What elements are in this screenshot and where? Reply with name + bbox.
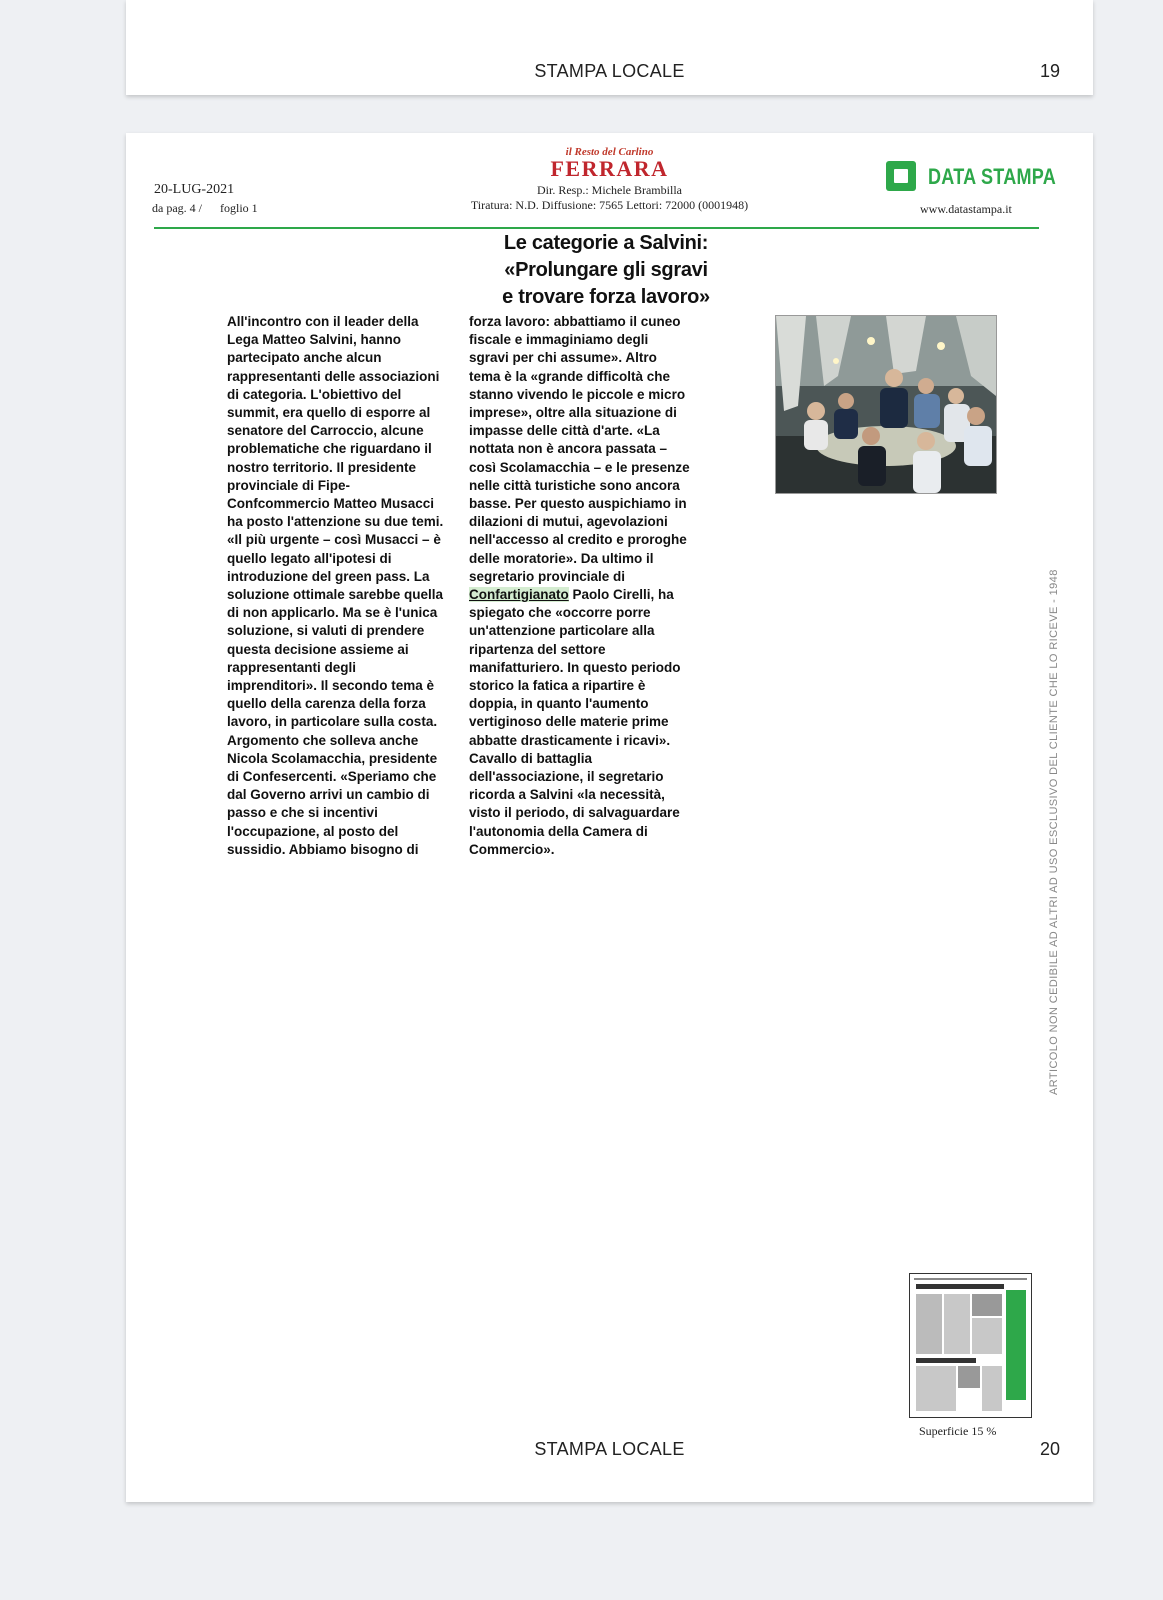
surface-label: Superficie 15 %	[919, 1424, 997, 1438]
section-label-top: STAMPA LOCALE	[534, 61, 685, 81]
highlighted-keyword[interactable]: Confartigianato	[469, 587, 569, 603]
headline-line-1: Le categorie a Salvini:	[503, 232, 709, 254]
header-divider	[154, 227, 1039, 229]
publication-date: 20-LUG-2021	[154, 182, 235, 197]
page-thumbnail[interactable]	[909, 1273, 1032, 1418]
pag-label: da pag. 4 /	[152, 201, 202, 215]
brand-url[interactable]: www.datastampa.it	[920, 202, 1012, 216]
brand-name: DATA STAMPA	[928, 164, 1056, 189]
copyright-notice: ARTICOLO NON CEDIBILE AD ALTRI AD USO ESCLUSIVO DEL CLIENTE CHE LO RICEVE - 1948	[1048, 569, 1060, 1095]
lead-in: All'incontro	[227, 314, 302, 329]
column-1-text: con il leader della Lega Matteo Salvini, hanno partecipato anche alcun rappresentanti delle associazioni di categoria. L'obiettivo del summit, era quello di esporre al senatore del Carroccio, alcune problematiche che riguardano il nostro territorio. Il presidente provinciale di Fipe-Confcommercio Matteo Musacci ha posto l'attenzione su due temi. «Il più urgente – così Musacci – è quello legato all'ipotesi di introduzione del green pass. La soluzione ottimale sarebbe quella di non applicarlo. Ma se è l'unica soluzione, si valuti di prendere questa decisione assieme ai rappresentanti degli imprenditori». Il secondo tema è quello della carenza della forza lavoro, in particolare sulla costa. Argomento che solleva anche Nicola Scolamacchia, presidente di Confesercenti. «Speriamo che dal Governo arrivi un cambio di passo e che si incentivi l'occupazione, al posto del sussidio. Abbiamo bisogno di	[227, 314, 444, 857]
tiratura-line: Tiratura: N.D. Diffusione: 7565 Lettori: 72000 (0001948)	[470, 198, 749, 212]
page-ref	[152, 201, 276, 216]
article-column-2	[469, 313, 691, 859]
article-photo	[775, 315, 997, 494]
headline-line-2: «Prolungare gli sgravi	[504, 259, 708, 281]
director-line: Dir. Resp.: Michele Brambilla	[537, 183, 682, 197]
datastampa-square-icon	[886, 161, 916, 191]
article-column-1	[227, 313, 449, 859]
page-number-bottom: 20	[1039, 1439, 1060, 1459]
masthead-title: FERRARA	[550, 156, 669, 181]
thumbnail-preview	[910, 1274, 1031, 1417]
clipping-page	[126, 133, 1093, 1502]
datastampa-logo	[886, 161, 1061, 195]
column-2-text-b: Paolo Cirelli, ha spiegato che «occorre porre un'attenzione particolare alla ripartenza del settore manifatturiero. In questo periodo storico la fatica a ripartire è doppia, in quanto l'aumento vertiginoso delle materie prime abbatte drasticamente i ricavi». Cavallo di battaglia dell'associazione, il segretario ricorda a Salvini «la necessità, visto il periodo, di salvaguardare l'autonomia della Camera di Commercio».	[469, 587, 681, 857]
previous-page-sheet	[126, 0, 1093, 95]
page-number-top: 19	[1039, 61, 1060, 81]
article-headline	[456, 230, 756, 311]
foglio-label: foglio 1	[220, 201, 258, 215]
meeting-photo-illustration	[776, 316, 996, 493]
column-2-text-a: forza lavoro: abbattiamo il cuneo fiscale e immaginiamo degli sgravi per chi assume». Altro tema è la «grande difficoltà che stanno vivendo le piccole e micro imprese», oltre alla situazione di impasse delle città d'arte. «La nottata non è ancora passata – così Scolamacchia – e le presenze nelle città turistiche sono ancora basse. Per questo auspichiamo in dilazioni di mutui, agevolazioni nell'accesso al credito e proroghe delle moratorie». Da ultimo il segretario provinciale di	[469, 314, 690, 584]
section-label-bottom: STAMPA LOCALE	[534, 1439, 685, 1459]
newspaper-masthead	[426, 146, 793, 213]
headline-line-3: e trovare forza lavoro»	[502, 286, 710, 308]
masthead-small: il Resto del Carlino	[565, 146, 654, 158]
